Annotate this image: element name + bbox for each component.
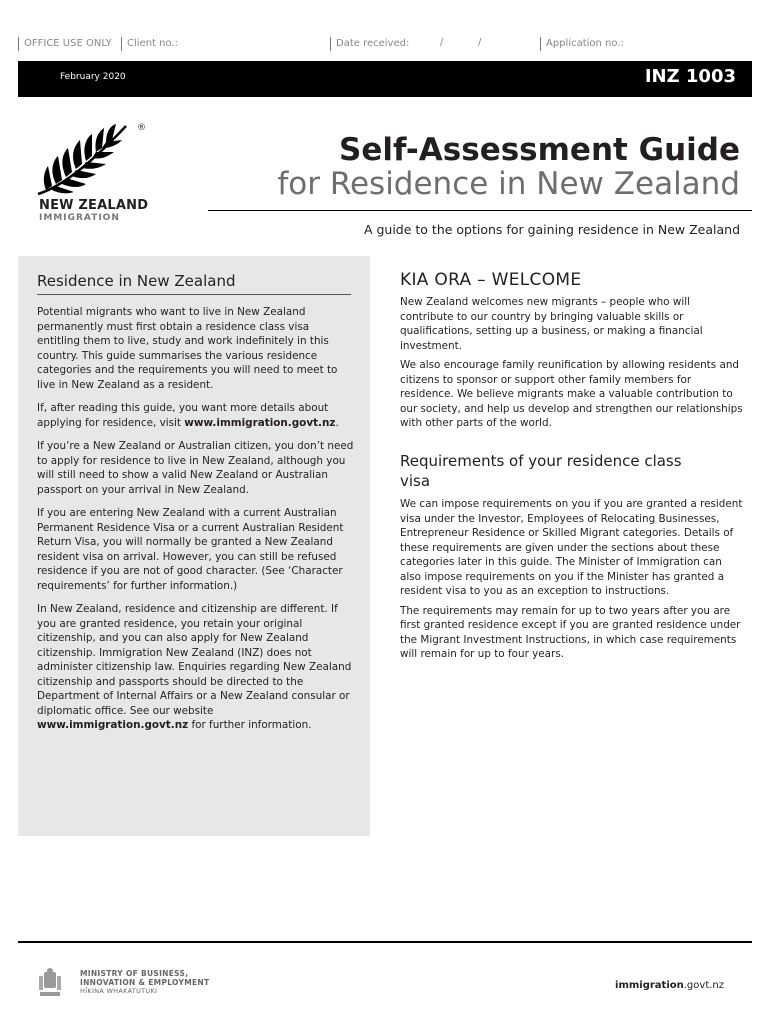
paragraph: If you are entering New Zealand with a current Australian Permanent Residence Visa or a current Australian Resident Return Visa, you will normally be granted a New Zealand resident visa on arrival. However, you can still be refused residence if you are not of good character. (See ‘Character requirements’ for further information.): [37, 507, 344, 592]
page-subtitle: A guide to the options for gaining residence in New Zealand: [363, 222, 740, 237]
client-no-field[interactable]: Client no.:: [121, 37, 178, 51]
paragraph: In New Zealand, residence and citizenship are different. If you are granted residence, you retain your original citizenship, and you can also apply for New Zealand citizenship. Immigration New Zealand (INZ) does not administer citizenship law. Enquiries regarding New Zealand citizenship and passports should be directed to the Department of Internal Affairs or a New Zealand consular or diplomatic office. See our website www.immigration.govt.nz for further information.: [37, 603, 352, 731]
form-code: INZ 1003: [644, 66, 736, 87]
coat-of-arms-icon: [38, 968, 62, 998]
footer-rule: [18, 941, 752, 943]
registered-mark: ®: [137, 123, 146, 133]
silver-fern-icon: [34, 120, 146, 198]
welcome-body: [400, 295, 746, 436]
paragraph: We can impose requirements on you if you are granted a resident visa under the Investor, Employees of Relocating Businesses, Entrepreneur Residence or Skilled Migrant categories. Details of these requirements are given under the sections about these categories later in this guide. The Minister of Immigration can also impose requirements on you if the Minister has granted a resident visa to you as an exception to instructions.: [400, 498, 743, 597]
application-no-field[interactable]: Application no.:: [540, 37, 624, 51]
header-bar: [18, 61, 752, 97]
logo-immigration: IMMIGRATION: [39, 213, 120, 223]
date-slash: /: [478, 37, 482, 48]
residence-body: [37, 305, 355, 742]
paragraph: The requirements may remain for up to two years after you are first granted residence except if you are granted residence under the Migrant Investment Instructions, in which case requirements will remain for up to four years.: [400, 604, 741, 660]
welcome-heading: KIA ORA – WELCOME: [400, 270, 582, 290]
page-title-line2: for Residence in New Zealand: [277, 166, 740, 202]
residence-heading: Residence in New Zealand: [37, 272, 236, 290]
website-link[interactable]: www.immigration.govt.nz: [184, 416, 336, 429]
mbie-logo: MINISTRY OF BUSINESS, INNOVATION & EMPLOYMENT HĪKINA WHAKATUTUKI: [80, 969, 210, 995]
paragraph: If, after reading this guide, you want more details about applying for residence, visit www.immigration.govt.nz.: [37, 402, 339, 429]
paragraph: We also encourage family reunification by allowing residents and citizens to sponsor or support other family members for residence. We believe migrants make a valuable contribution to our society, and help us develop and strengthen our relationships with other parts of the world.: [400, 359, 743, 429]
office-use-strip: [18, 37, 630, 51]
paragraph: If you’re a New Zealand or Australian citizen, you don’t need to apply for residence to live in New Zealand, although you will still need to show a valid New Zealand or Australian passport on your arrival in New Zealand.: [37, 440, 354, 496]
title-divider: [208, 210, 752, 211]
paragraph: New Zealand welcomes new migrants – people who will contribute to our country by bringing valuable skills or qualifications, setting up a business, or making a financial investment.: [400, 296, 703, 352]
residence-heading-rule: [37, 294, 351, 295]
requirements-heading: Requirements of your residence class visa: [400, 452, 682, 490]
date-slash: /: [440, 37, 444, 48]
footer-url[interactable]: immigration.govt.nz: [615, 980, 724, 991]
office-use-label: OFFICE USE ONLY: [18, 37, 112, 51]
issue-date: February 2020: [60, 72, 126, 82]
date-received-field[interactable]: Date received:: [330, 37, 409, 51]
website-link[interactable]: www.immigration.govt.nz: [37, 719, 189, 731]
page-title: Self-Assessment Guide: [339, 132, 740, 168]
paragraph: Potential migrants who want to live in New Zealand permanently must first obtain a residence class visa entitling them to live, study and work indefinitely in this country. This guide summarises the various residence categories and the requirements you will need to meet to live in New Zealand as a resident.: [37, 306, 338, 391]
logo-new-zealand: NEW ZEALAND: [39, 198, 149, 213]
requirements-body: [400, 497, 746, 667]
